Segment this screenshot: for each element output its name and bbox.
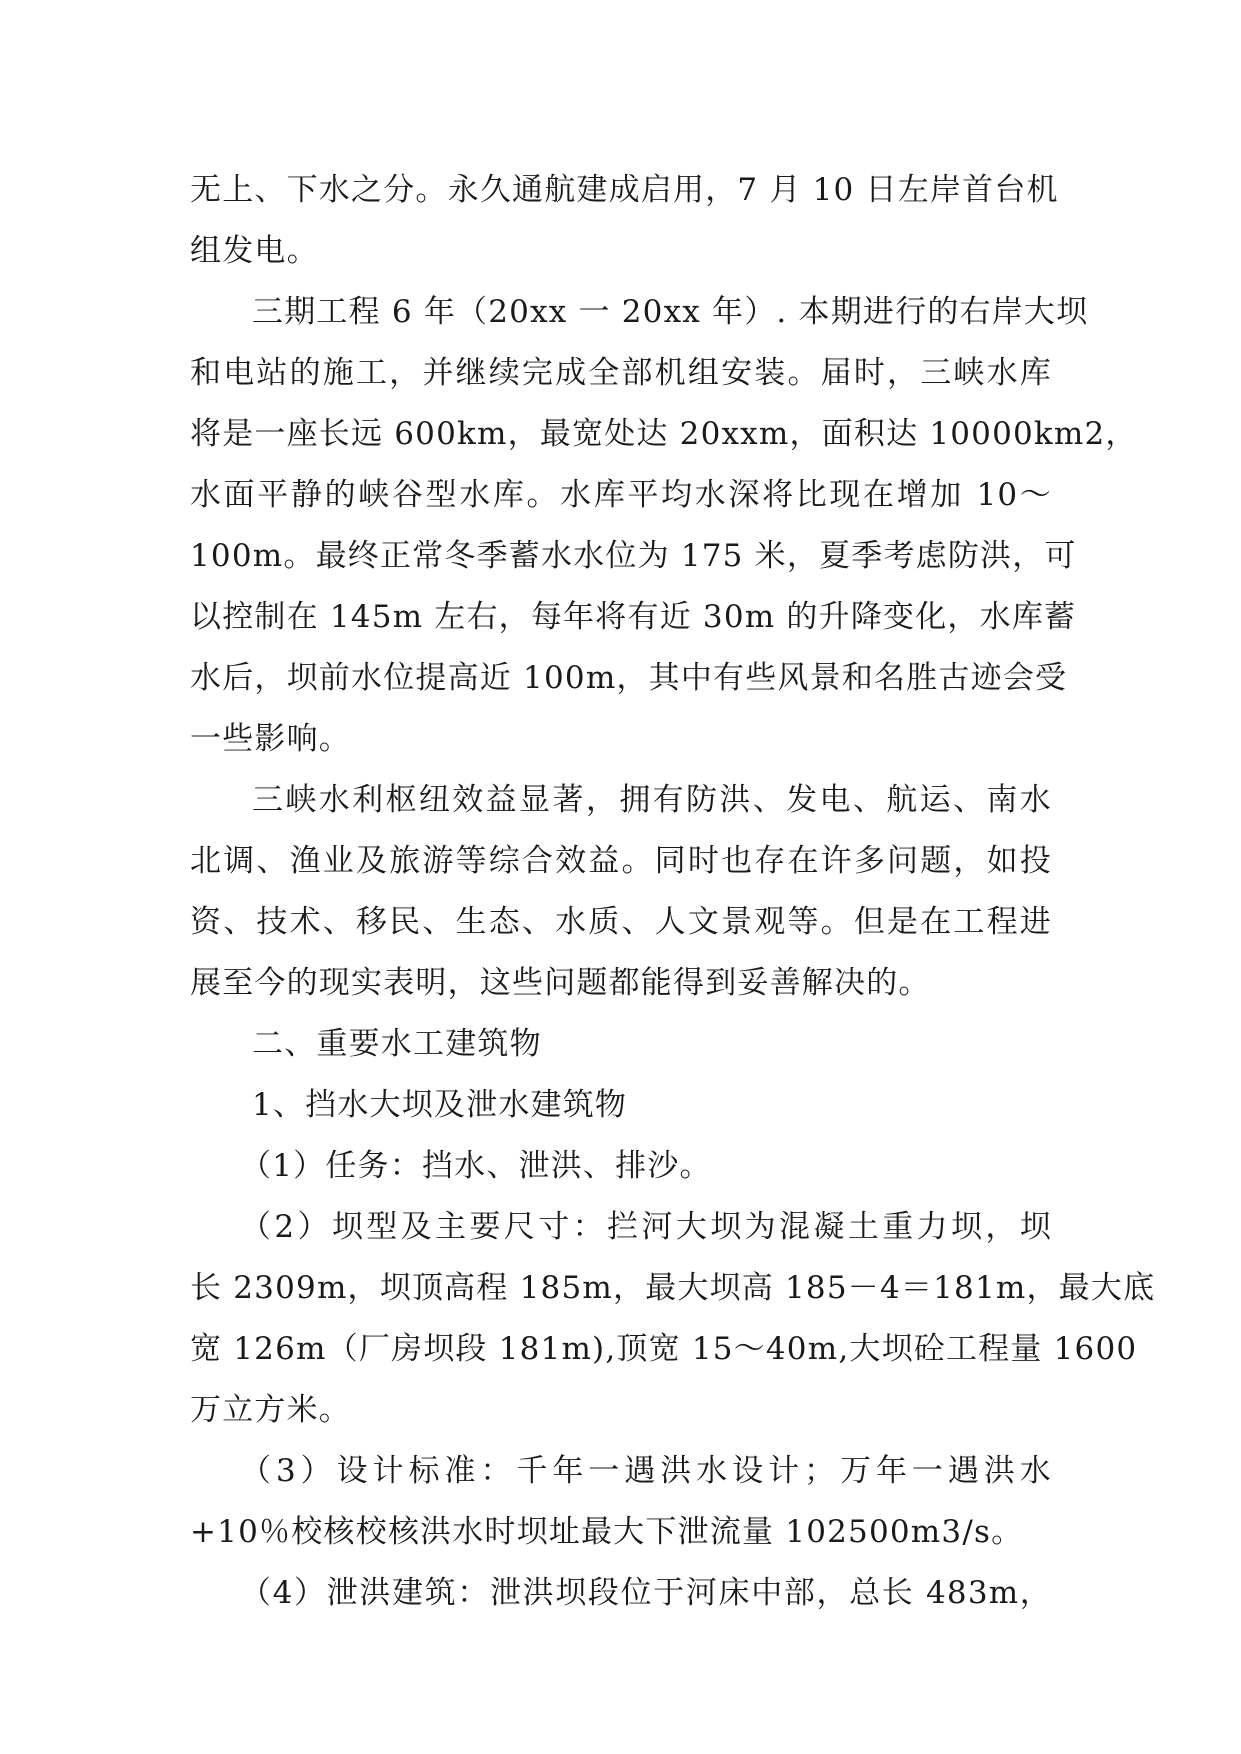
- text-line: 100m。最终正常冬季蓄水水位为 175 米，夏季考虑防洪，可: [190, 538, 1077, 574]
- text-line: 资、技术、移民、生态、水质、人文景观等。但是在工程进: [190, 904, 1052, 940]
- text-line: （1）任务：挡水、泄洪、排沙。: [240, 1148, 712, 1184]
- text-line: 以控制在 145m 左右，每年将有近 30m 的升降变化，水库蓄: [190, 599, 1077, 635]
- text-line: 长 2309m，坝顶高程 185m，最大坝高 185－4＝181m，最大底: [190, 1270, 1156, 1306]
- text-line: 水面平静的峡谷型水库。水库平均水深将比现在增加 10～: [190, 477, 1052, 513]
- text-line: 和电站的施工，并继续完成全部机组安装。届时，三峡水库: [190, 355, 1052, 391]
- text-line: 三期工程 6 年（20xx 一 20xx 年）. 本期进行的右岸大坝: [252, 294, 1089, 330]
- text-line: 组发电。: [190, 233, 319, 269]
- text-line: 宽 126m（厂房坝段 181m),顶宽 15～40m,大坝砼工程量 1600: [190, 1331, 1138, 1367]
- text-line: 三峡水利枢纽效益显著，拥有防洪、发电、航运、南水: [252, 782, 1052, 818]
- subsection-heading: 1、挡水大坝及泄水建筑物: [252, 1087, 628, 1123]
- text-line: （4）泄洪建筑：泄洪坝段位于河床中部，总长 483m，: [240, 1575, 1052, 1611]
- text-line: +10％校核校核洪水时坝址最大下泄流量 102500m3/s。: [190, 1514, 1024, 1550]
- text-line: 一些影响。: [190, 721, 351, 757]
- text-line: 水后，坝前水位提高近 100m，其中有些风景和名胜古迹会受: [190, 660, 1068, 696]
- document-body: [190, 160, 1156, 1624]
- section-heading: 二、重要水工建筑物: [252, 1026, 542, 1062]
- text-line: 展至今的现实表明，这些问题都能得到妥善解决的。: [190, 965, 931, 1001]
- text-line: 万立方米。: [190, 1392, 351, 1428]
- text-line: （2）坝型及主要尺寸：拦河大坝为混凝土重力坝，坝: [240, 1209, 1052, 1245]
- text-line: 北调、渔业及旅游等综合效益。同时也存在许多问题，如投: [190, 843, 1052, 879]
- text-line: （3）设计标准：千年一遇洪水设计；万年一遇洪水: [240, 1453, 1052, 1489]
- text-line: 无上、下水之分。永久通航建成启用，7 月 10 日左岸首台机: [190, 172, 1059, 208]
- text-line: 将是一座长远 600km，最宽处达 20xxm，面积达 10000km2，: [190, 416, 1138, 452]
